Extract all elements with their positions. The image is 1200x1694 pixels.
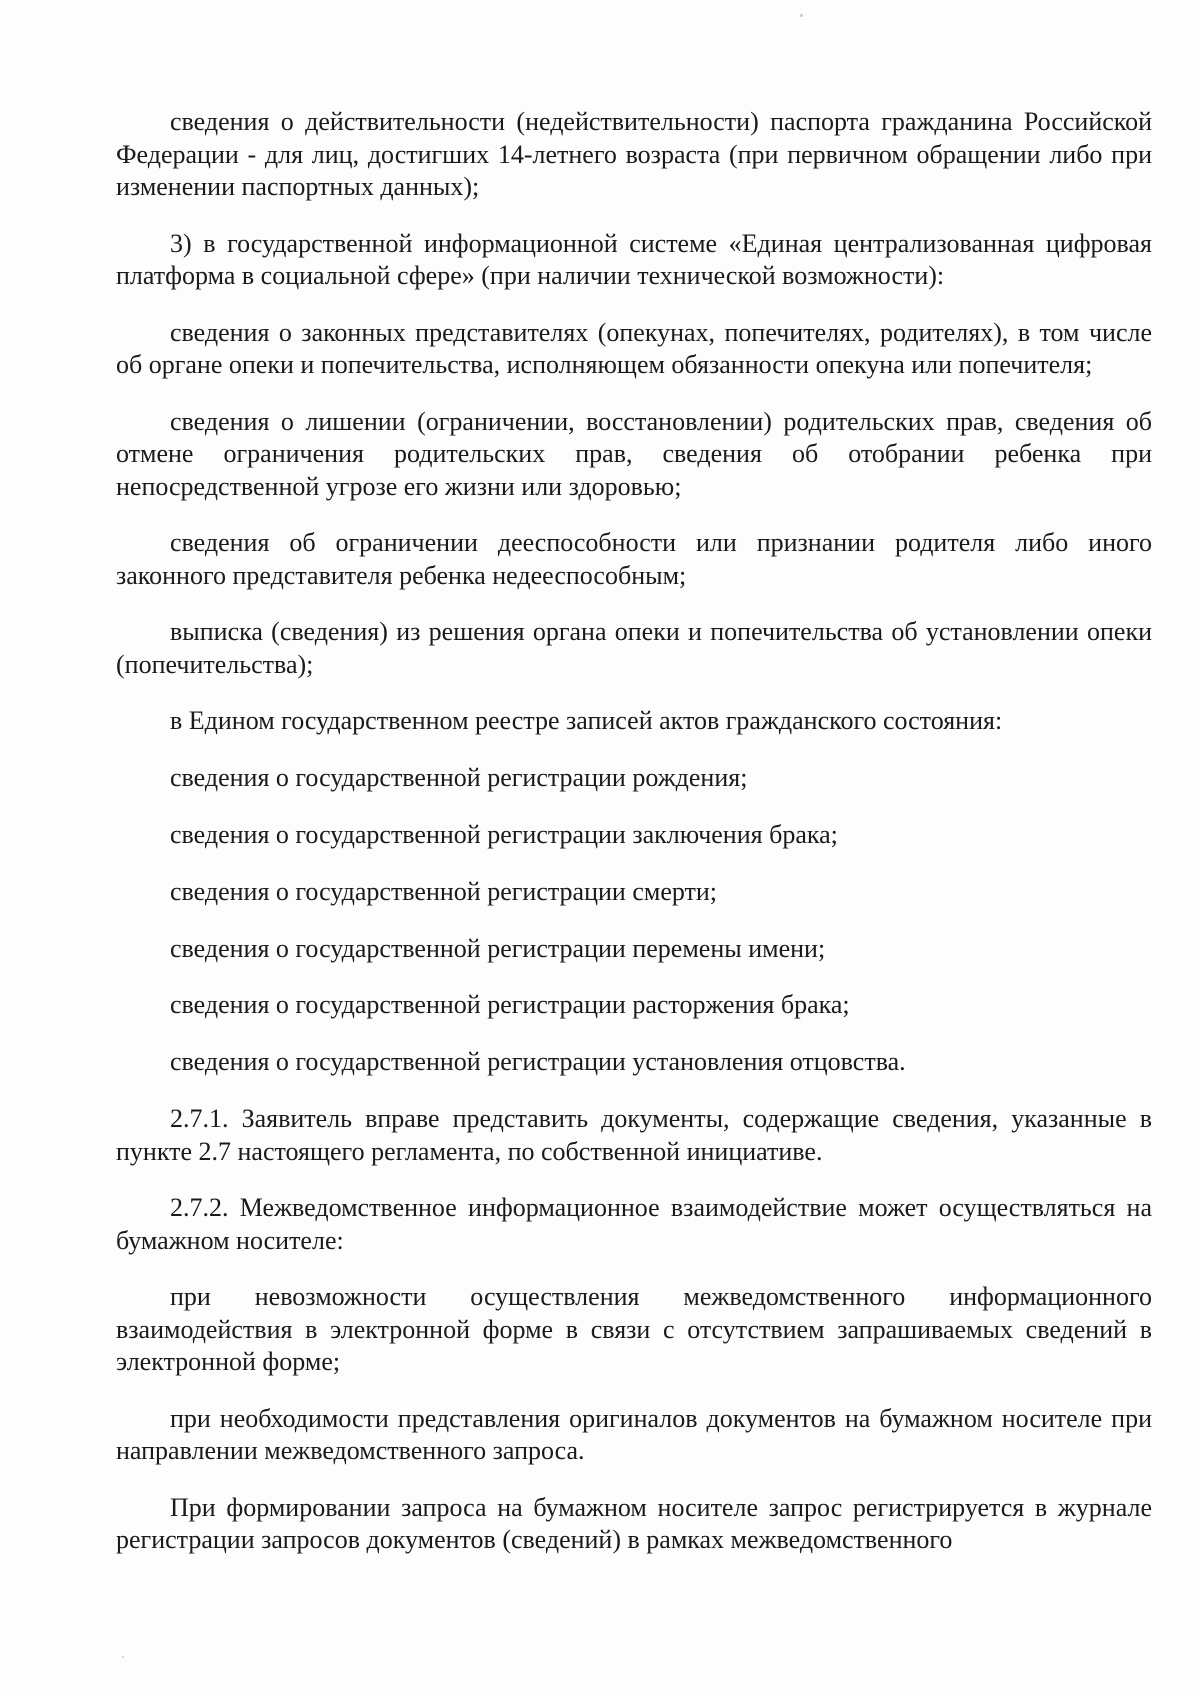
paragraph-paper-request-registration: При формировании запроса на бумажном носителе запрос регистрируется в журнале регистрации запросов документов (сведений) в рамках межведомственного: [116, 1492, 1152, 1555]
paragraph-parental-rights: сведения о лишении (ограничении, восстановлении) родительских прав, сведения об отмене ограничения родительских прав, сведения об отобрании ребенка при непосредственной угрозе его жизни или здоровью;: [116, 406, 1152, 501]
paragraph-name-change-registration: сведения о государственной регистрации перемены имени;: [170, 933, 826, 963]
paragraph-item-3-social-platform: 3) в государственной информационной системе «Единая централизованная цифровая платформа в социальной сфере» (при наличии технической возможности):: [116, 228, 1152, 290]
scan-speck: [800, 14, 803, 17]
paragraph-no-electronic-form: при невозможности осуществления межведомственного информационного взаимодействия в электронной форме в связи с отсутствием запрашиваемых сведений в электронной форме;: [116, 1282, 1152, 1377]
paragraph-passport-validity: сведения о действительности (недействительности) паспорта гражданина Российской Федерации - для лиц, достигших 14-летнего возраста (при первичном обращении либо при изменении паспортных данных);: [116, 107, 1152, 201]
paragraph-divorce-registration: сведения о государственной регистрации расторжения брака;: [170, 990, 850, 1020]
paragraph-civil-registry: в Едином государственном реестре записей актов гражданского состояния:: [170, 706, 1003, 735]
paragraph-2-7-1: 2.7.1. Заявитель вправе представить документы, содержащие сведения, указанные в пункте 2.7 настоящего регламента, по собственной инициативе.: [116, 1104, 1152, 1166]
paragraph-original-documents: при необходимости представления оригиналов документов на бумажном носителе при направлении межведомственного запроса.: [116, 1403, 1152, 1466]
paragraph-paternity-registration: сведения о государственной регистрации установления отцовства.: [170, 1047, 906, 1077]
paragraph-legal-capacity: сведения об ограничении дееспособности или признании родителя либо иного законного представителя ребенка недееспособным;: [116, 528, 1152, 590]
paragraph-guardianship-extract: выписка (сведения) из решения органа опеки и попечительства об установлении опеки (попечительства);: [116, 617, 1152, 679]
paragraph-death-registration: сведения о государственной регистрации смерти;: [170, 876, 718, 906]
paragraph-2-7-2: 2.7.2. Межведомственное информационное взаимодействие может осуществляться на бумажном носителе:: [116, 1193, 1152, 1255]
scan-speck: [122, 1656, 124, 1658]
paragraph-marriage-registration: сведения о государственной регистрации заключения брака;: [170, 819, 838, 849]
paragraph-birth-registration: сведения о государственной регистрации рождения;: [170, 762, 748, 792]
document-body: [116, 106, 1152, 1581]
paragraph-legal-representatives: сведения о законных представителях (опекунах, попечителях, родителях), в том числе об органе опеки и попечительства, исполняющем обязанности опекуна или попечителя;: [116, 317, 1152, 379]
